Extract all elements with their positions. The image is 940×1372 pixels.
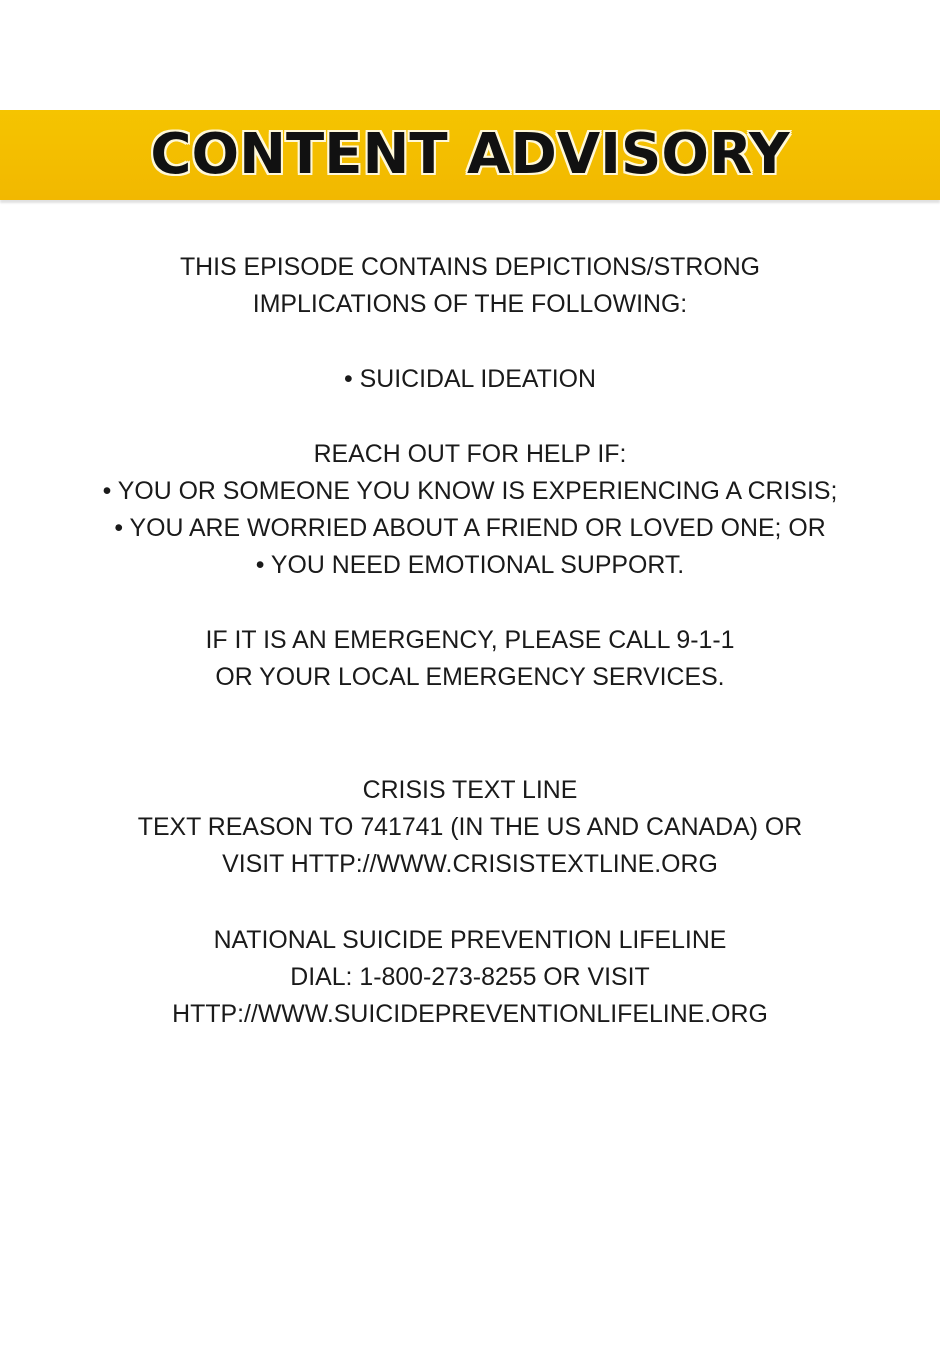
topic-item: • SUICIDAL IDEATION [344,365,596,393]
help-item: • YOU NEED EMOTIONAL SUPPORT. [255,551,685,579]
emergency-section [0,622,940,696]
advisory-banner [0,110,940,200]
help-item: • YOU ARE WORRIED ABOUT A FRIEND OR LOVED ONE; OR [114,514,826,542]
emergency-line: OR YOUR LOCAL EMERGENCY SERVICES. [215,663,725,691]
resource-name: NATIONAL SUICIDE PREVENTION LIFELINE [213,926,727,954]
warning-topics [0,361,940,398]
help-section [0,436,940,584]
resource-name: CRISIS TEXT LINE [362,776,578,804]
resource-line: VISIT HTTP://WWW.CRISISTEXTLINE.ORG [222,850,718,878]
advisory-title: CONTENT ADVISORY [150,122,790,187]
resource-suicide-lifeline [0,922,940,1033]
help-heading: REACH OUT FOR HELP IF: [313,440,627,468]
warning-intro [0,249,940,323]
help-item: • YOU OR SOMEONE YOU KNOW IS EXPERIENCING A CRISIS; [102,477,838,505]
resource-line: HTTP://WWW.SUICIDEPREVENTIONLIFELINE.ORG [172,1000,768,1028]
resource-crisis-text-line [0,772,940,883]
resource-line: TEXT REASON TO 741741 (IN THE US AND CANADA) OR [137,813,803,841]
warning-intro-line: THIS EPISODE CONTAINS DEPICTIONS/STRONG [179,253,761,281]
resource-line: DIAL: 1-800-273-8255 OR VISIT [290,963,650,991]
warning-intro-line: IMPLICATIONS OF THE FOLLOWING: [252,290,688,318]
emergency-line: IF IT IS AN EMERGENCY, PLEASE CALL 9-1-1 [205,626,735,654]
